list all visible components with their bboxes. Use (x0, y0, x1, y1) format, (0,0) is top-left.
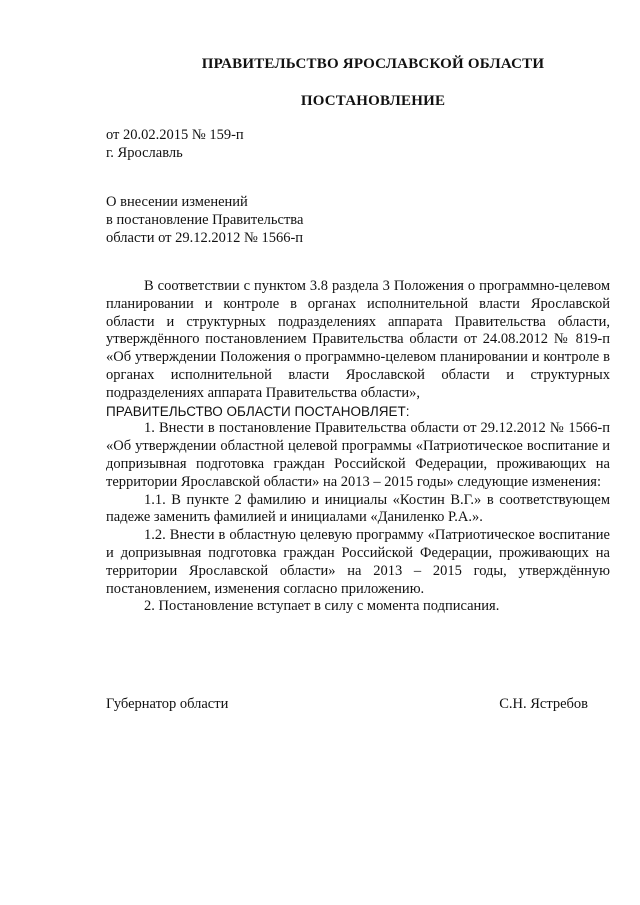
item-1-1: 1.1. В пункте 2 фамилию и инициалы «Костин В.Г.» в соответствующем падеже заменить фамилией и инициалами «Даниленко Р.А.». (106, 491, 610, 526)
subject-line-3: области от 29.12.2012 № 1566-п (106, 230, 304, 246)
org-title: ПРАВИТЕЛЬСТВО ЯРОСЛАВСКОЙ ОБЛАСТИ (201, 56, 545, 72)
subject-line-2: в постановление Правительства (106, 212, 304, 228)
item-1-2: 1.2. Внести в областную целевую программу «Патриотическое воспитание и допризывная подготовка граждан Российской Федерации, проживающих на территории Ярославской области» на 2013 – 2015 годы, утверждённую постановлением, изменения согласно приложению. (106, 527, 610, 597)
signatory-name: С.Н. Ястребов (499, 696, 588, 712)
date-number: от 20.02.2015 № 159-п (106, 127, 244, 143)
resolves-line: ПРАВИТЕЛЬСТВО ОБЛАСТИ ПОСТАНОВЛЯЕТ: (106, 403, 410, 419)
doc-type-title: ПОСТАНОВЛЕНИЕ (300, 93, 446, 109)
item-2: 2. Постановление вступает в силу с момента подписания. (144, 598, 500, 615)
preamble-paragraph: В соответствии с пунктом 3.8 раздела 3 Положения о программно-целевом планировании и контроле в органах исполнительной власти Ярославской области и структурных подразделениях аппарата Правительства области, утверждённого постановлением Правительства области от 24.08.2012 № 819-п «Об утверждении Положения о программно-целевом планировании и контроле в органах исполнительной власти Ярославской области и структурных подразделениях аппарата Правительства области», (106, 278, 610, 401)
city: г. Ярославль (106, 145, 183, 161)
signatory-position: Губернатор области (106, 696, 229, 712)
document-body (106, 278, 610, 616)
subject-line-1: О внесении изменений (106, 194, 248, 210)
item-1: 1. Внести в постановление Правительства области от 29.12.2012 № 1566-п «Об утверждении областной целевой программы «Патриотическое воспитание и допризывная подготовка граждан Российской Федерации, проживающих на территории Ярославской области» на 2013 – 2015 годы» следующие изменения: (106, 420, 610, 490)
